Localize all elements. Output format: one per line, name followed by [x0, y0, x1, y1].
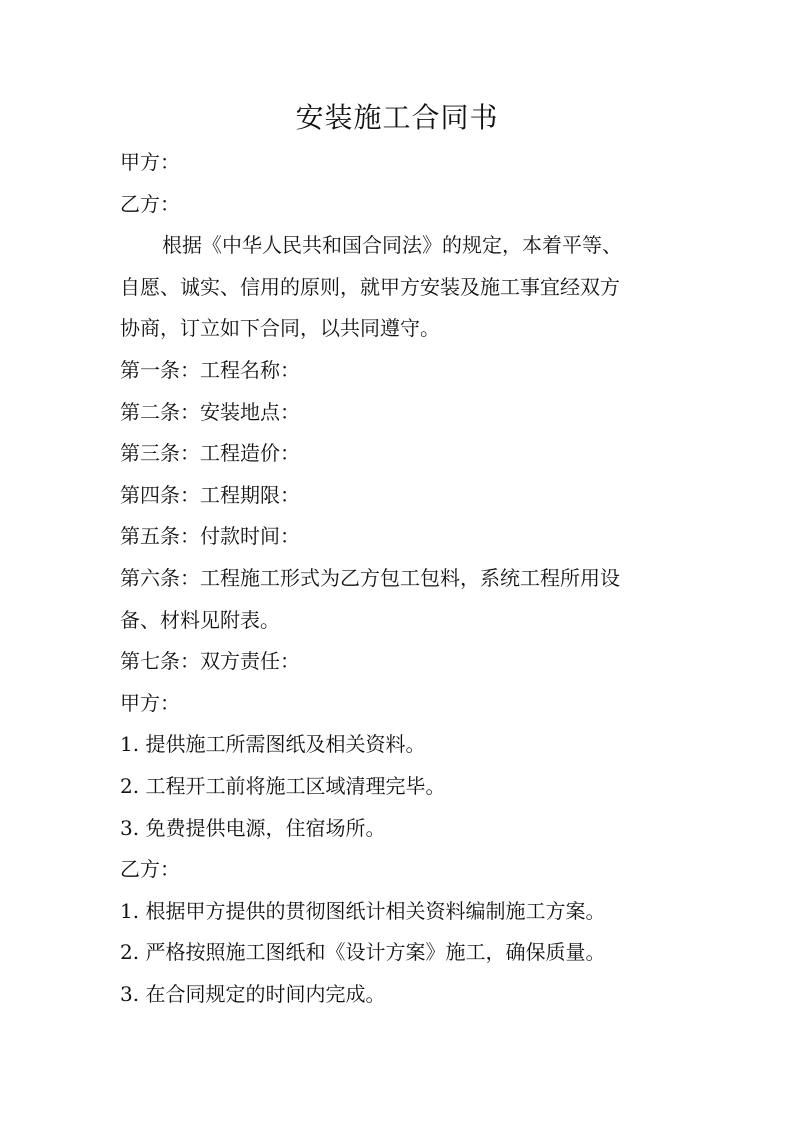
- article-6: [120, 558, 680, 641]
- party-b-duty-2: 2. 严格按照施工图纸和《设计方案》施工，确保质量。: [120, 940, 606, 965]
- article-2: 第二条：安装地点：: [120, 399, 300, 424]
- party-b-duties-header: 乙方：: [120, 857, 180, 882]
- party-a-duty-3: 3. 免费提供电源，住宿场所。: [120, 815, 386, 840]
- intro-line-3: 协商，订立如下合同，以共同遵守。: [120, 316, 440, 341]
- party-a-duty-2: 2. 工程开工前将施工区域清理完毕。: [120, 773, 446, 798]
- document-body: [120, 142, 680, 1015]
- article-6-line-2: 备、材料见附表。: [120, 607, 280, 632]
- party-b-label: 乙方：: [120, 191, 180, 216]
- article-4: 第四条：工程期限：: [120, 482, 300, 507]
- party-b-duty-1: 1. 根据甲方提供的贯彻图纸计相关资料编制施工方案。: [120, 898, 606, 923]
- intro-paragraph: [120, 225, 680, 350]
- party-b-duty-3: 3. 在合同规定的时间内完成。: [120, 981, 386, 1006]
- party-a-duties-header: 甲方：: [120, 690, 180, 715]
- party-a-duty-1: 1. 提供施工所需图纸及相关资料。: [120, 732, 426, 757]
- party-a-label: 甲方：: [120, 150, 180, 174]
- intro-line-1: 根据《中华人民共和国合同法》的规定，本着平等、: [162, 233, 622, 258]
- article-5: 第五条：付款时间：: [120, 524, 300, 549]
- article-7: 第七条：双方责任：: [120, 649, 300, 674]
- article-6-line-1: 第六条：工程施工形式为乙方包工包料，系统工程所用设: [120, 565, 620, 590]
- intro-line-2: 自愿、诚实、信用的原则，就甲方安装及施工事宜经双方: [120, 274, 620, 299]
- document-title: 安装施工合同书: [295, 101, 499, 134]
- article-3: 第三条：工程造价：: [120, 441, 300, 466]
- article-1: 第一条：工程名称：: [120, 357, 300, 382]
